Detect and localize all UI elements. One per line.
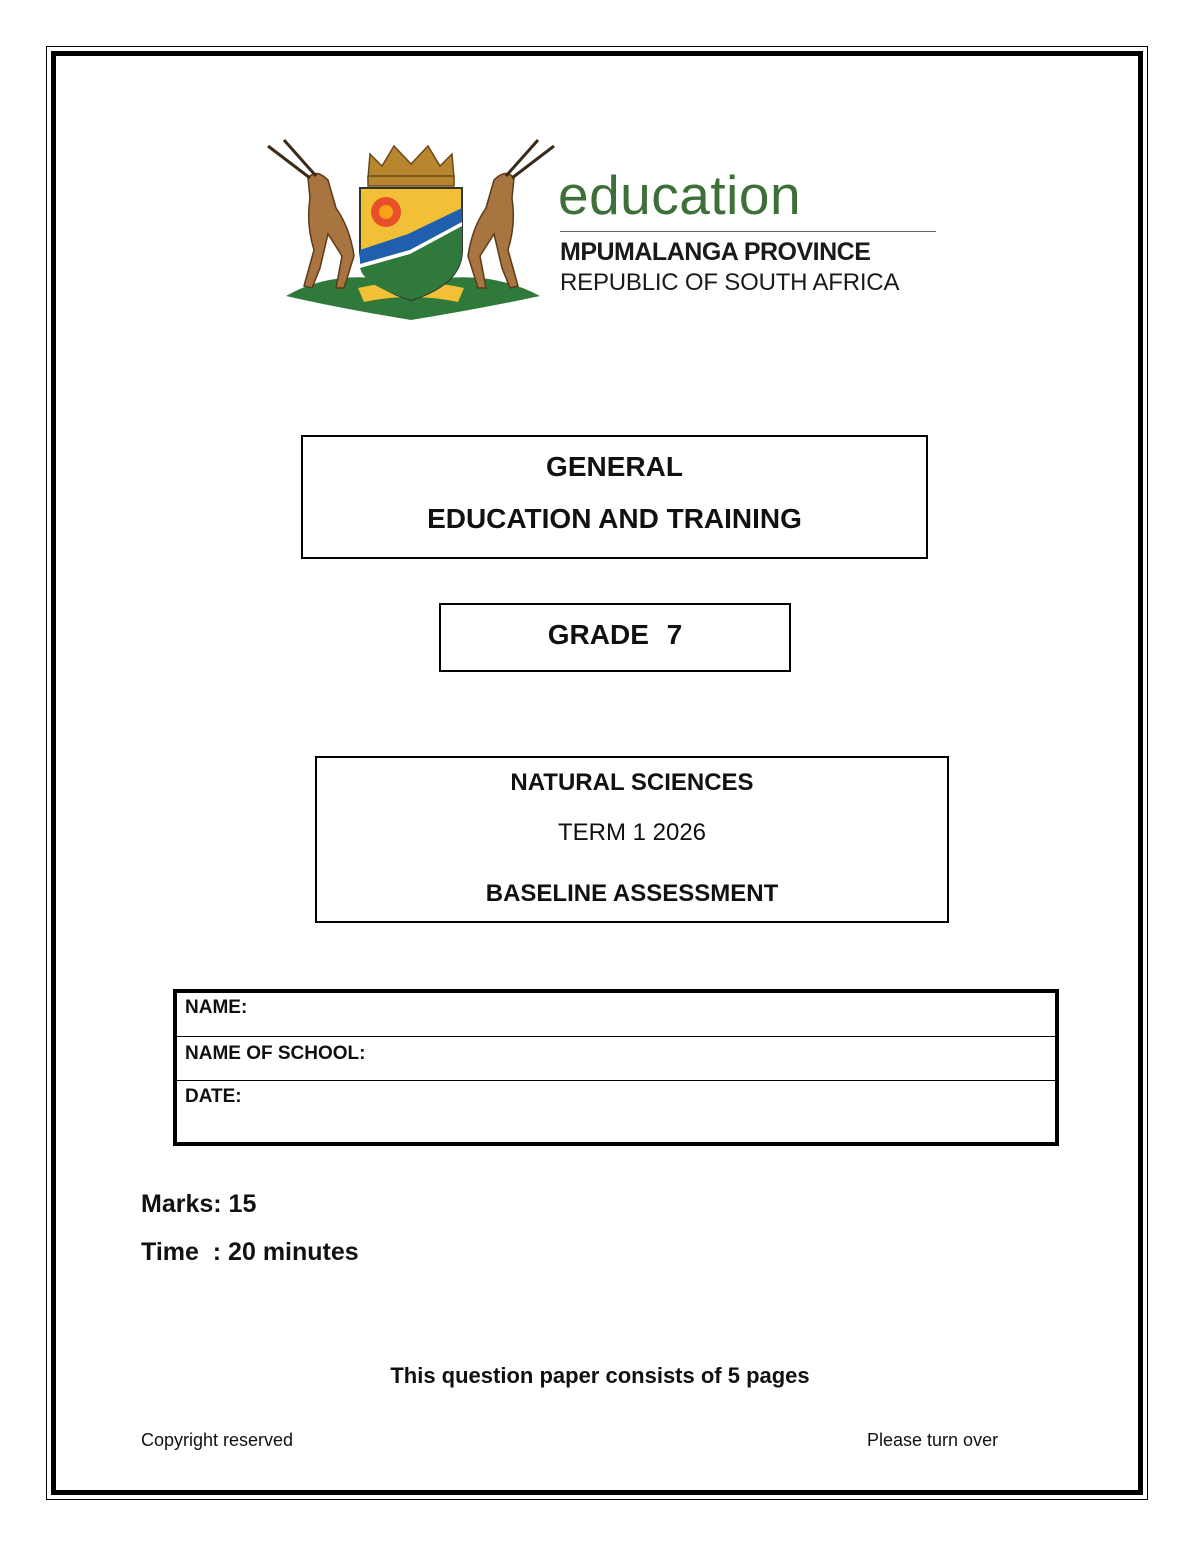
- subject-name: NATURAL SCIENCES: [510, 769, 754, 796]
- grade-label: GRADE 7: [547, 619, 683, 650]
- name-label: NAME:: [185, 997, 248, 1018]
- school-name-label: NAME OF SCHOOL:: [185, 1043, 366, 1064]
- time-allowed: Time : 20 minutes: [141, 1238, 359, 1266]
- date-label: DATE:: [185, 1086, 242, 1107]
- date-field[interactable]: [177, 1081, 1055, 1142]
- brand-education-word: education: [558, 164, 802, 226]
- assessment-type: BASELINE ASSESSMENT: [485, 880, 779, 907]
- turn-over-notice: Please turn over: [867, 1430, 999, 1450]
- marks-total: Marks: 15: [141, 1190, 257, 1218]
- subject-box: [315, 756, 949, 923]
- grade-box: [439, 603, 791, 672]
- phase-title-box: [301, 435, 928, 559]
- brand-divider: [560, 231, 936, 232]
- learner-info-table: [173, 989, 1059, 1146]
- copyright-notice: Copyright reserved: [141, 1430, 294, 1450]
- coat-of-arms-icon: [258, 138, 564, 324]
- school-name-field[interactable]: [177, 1037, 1055, 1081]
- name-field[interactable]: [177, 993, 1055, 1037]
- brand-province: MPUMALANGA PROVINCE: [560, 238, 871, 266]
- phase-title-line-2: EDUCATION AND TRAINING: [427, 503, 802, 534]
- phase-title-line-1: GENERAL: [546, 451, 683, 482]
- brand-country: REPUBLIC OF SOUTH AFRICA: [560, 269, 900, 296]
- term-label: TERM 1 2026: [557, 819, 707, 846]
- page-count-note: This question paper consists of 5 pages: [390, 1363, 810, 1388]
